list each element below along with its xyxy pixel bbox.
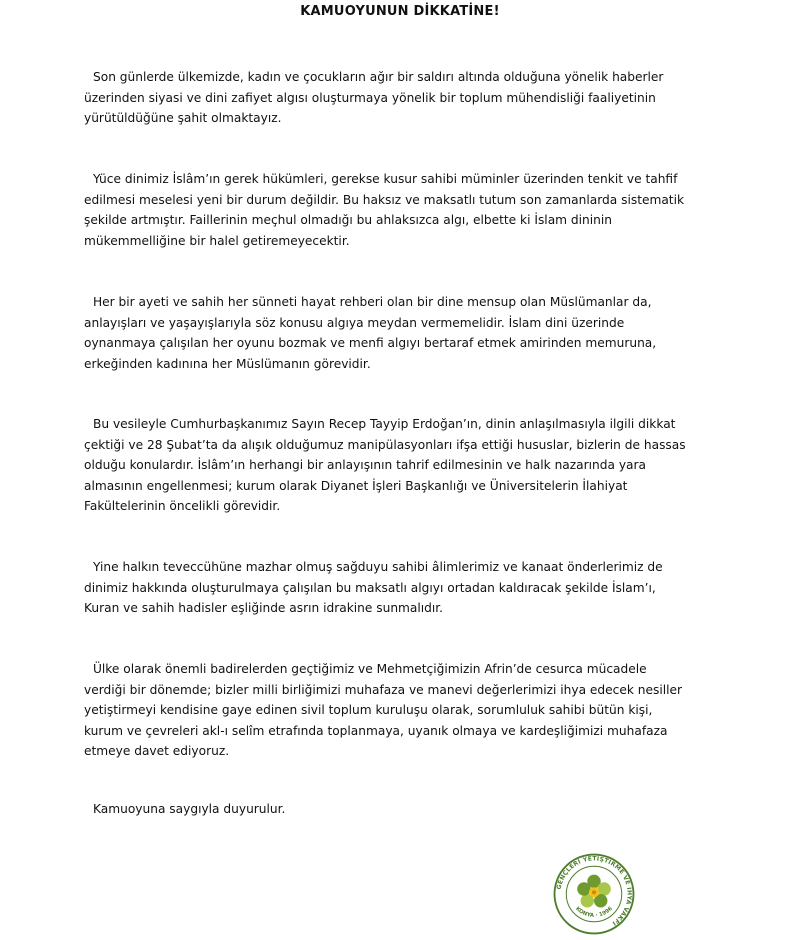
paragraph-6: Ülke olarak önemli badirelerden geçtiğimiz ve Mehmetçiğimizin Afrin’de cesurca mücadele verdiği bir dönemde; bizler milli birliğimizi muhafaza ve manevi değerlerimizi ihya edecek nesiller yetiştirmeyi kendisine gaye edinen sivil toplum kuruluşu olarak, sorumluluk sahibi bütün kişi, kurum ve çevreleri akl-ı selîm etrafında toplanmaya, uyanık olmaya ve kardeşliğimizi muhafaza etmeye davet ediyoruz. xyxy=(84,662,683,758)
paragraph-1: Son günlerde ülkemizde, kadın ve çocukların ağır bir saldırı altında olduğuna yönelik haberler üzerinden siyasi ve dini zafiyet algısı oluşturmaya yönelik bir toplum mühendisliği faaliyetinin yürütüldüğüne şahit olmaktayız. xyxy=(84,70,664,125)
closing-line: Kamuoyuna saygıyla duyurulur. xyxy=(93,802,286,816)
seal-ring-text: GENÇLERİ YETİŞTİRME VE İHYA VAKFI xyxy=(555,855,633,927)
paragraph-2: Yüce dinimiz İslâm’ın gerek hükümleri, gerekse kusur sahibi müminler üzerinden tenkit ve tahfif edilmesi meselesi yeni bir durum değildir. Bu haksız ve maksatlı tutum son zamanlarda sistematik şekilde artmıştır. Faillerinin meçhul olmadığı bu ahlaksızca algı, elbette ki İslam dininin mükemmelliğine bir halel getiremeyecektir. xyxy=(84,172,685,248)
seal-clover xyxy=(577,875,611,908)
paragraph-4: Bu vesileyle Cumhurbaşkanımız Sayın Recep Tayyip Erdoğan’ın, dinin anlaşılmasıyla ilgili dikkat çektiği ve 28 Şubat’ta da alışık olduğumuz manipülasyonları ifşa ettiği hususlar, bizlerin de hassas olduğu konulardır. İslâm’ın herhangi bir anlayışının tahrif edilmesinin ve halk nazarında yara almasının engellenmesi; kurum olarak Diyanet İşleri Başkanlığı ve Üniversitelerin İlahiyat Fakültelerinin öncelikli görevidir. xyxy=(84,417,686,513)
document-title: KAMUOYUNUN DİKKATİNE! xyxy=(300,4,500,19)
paragraph-5: Yine halkın teveccühüne mazhar olmuş sağduyu sahibi âlimlerimiz ve kanaat önderlerimiz de dinimiz hakkında oluşturulmaya çalışılan bu maksatlı algıyı ortadan kaldıracak şekilde İslam’ı, Kuran ve sahih hadisler eşliğinde asrın idrakine sunmalıdır. xyxy=(84,560,663,615)
foundation-seal-logo xyxy=(552,852,636,936)
paragraph-3: Her bir ayeti ve sahih her sünneti hayat rehberi olan bir dine mensup olan Müslümanlar da, anlayışları ve yaşayışlarıyla söz konusu algıya meydan vermemelidir. İslam dini üzerinde oynanmaya çalışılan her oyunu bozmak ve menfi algıyı bertaraf etmek amirinden memuruna, erkeğinden kadınına her Müslümanın görevidir. xyxy=(84,295,657,371)
seal-bottom-text: KONYA · 1996 xyxy=(574,905,614,919)
